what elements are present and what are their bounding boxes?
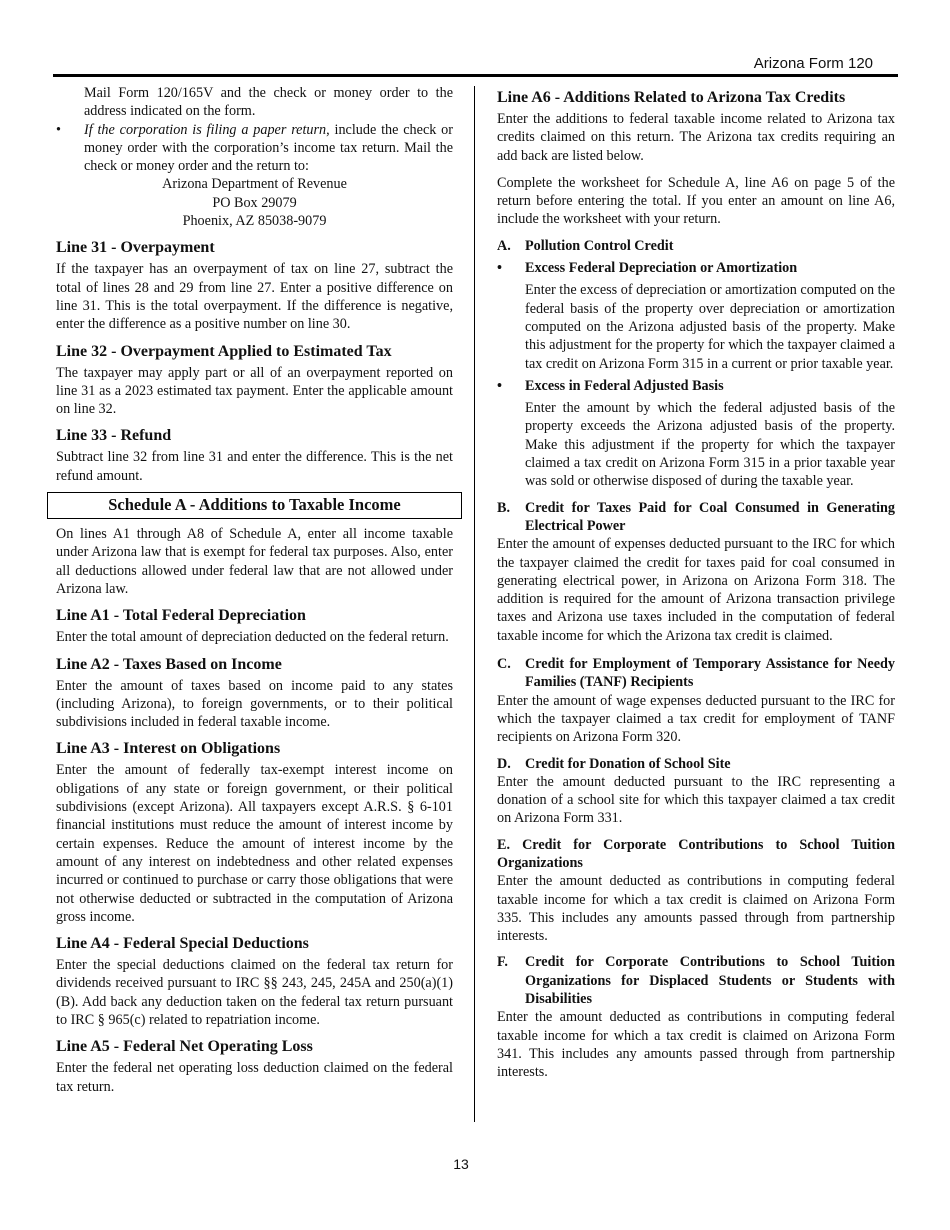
item-letter: A. [497, 237, 511, 254]
intro-continued: Mail Form 120/165V and the check or money order to the address indicated on the form. [84, 85, 453, 120]
item-e-heading: E. Credit for Corporate Contributions to School Tuition Organizations [497, 836, 895, 871]
line-a6-heading: Line A6 - Additions Related to Arizona Tax Credits [497, 89, 846, 106]
header-rule [53, 74, 898, 77]
excess-basis-text: Enter the amount by which the federal adjusted basis of the property exceeds the Arizona adjusted basis of the property. Make this adjustment if the property for which the taxpayer claimed a tax credit on Arizona Form 315 in a prior taxable year was sold or otherwise disposed of during the taxable year. [525, 400, 895, 490]
item-f-heading [497, 953, 895, 1008]
line-a6-worksheet-text: Complete the worksheet for Schedule A, line A6 on page 5 of the return before entering the total. If you enter an amount on line A6, include the worksheet with your return. [497, 174, 895, 228]
paper-return-text: , include the check or money order with the corporation’s income tax return. Mail the check or money order and the return to: [84, 121, 453, 175]
address-line: Phoenix, AZ 85038-9079 [182, 213, 327, 230]
line31-heading: Line 31 - Overpayment [56, 239, 215, 257]
schedule-a-text: On lines A1 through A8 of Schedule A, enter all income taxable under Arizona law that is exempt for federal tax purposes. Also, enter all deductions allowed under federal law that are not allowed under Arizona law. [56, 526, 453, 597]
item-title: Credit for Employment of Temporary Assistance for Needy Families (TANF) Recipients [525, 656, 895, 691]
item-a-heading [497, 237, 895, 255]
item-title: Credit for Taxes Paid for Coal Consumed in Generating Electrical Power [525, 499, 895, 534]
line-a2-heading: Line A2 - Taxes Based on Income [56, 655, 282, 673]
line33-text: Subtract line 32 from line 31 and enter the difference. This is the net refund amount. [56, 449, 453, 484]
item-d-heading [497, 755, 895, 773]
bullet-icon: • [497, 377, 502, 394]
excess-depreciation-heading [497, 259, 895, 277]
schedule-a-heading: Schedule A - Additions to Taxable Income [47, 492, 462, 519]
item-b-text: Enter the amount of expenses deducted pursuant to the IRC for which the taxpayer claimed the credit for taxes paid for coal consumed in generating electrical power, in Arizona on Arizona Form 318. The addition is required for the amount of Arizona transaction privilege taxes and Arizona use taxes included in the computation of federal taxable income for which the Arizona tax credit is claimed. [497, 536, 895, 644]
item-letter: B. [497, 499, 511, 516]
right-column [497, 84, 895, 1082]
item-title: Pollution Control Credit [525, 237, 674, 254]
line-a2-text: Enter the amount of taxes based on income paid to any states (including Arizona), to foreign governments, or to their political subdivisions included in federal taxable income. [56, 677, 453, 731]
line-a3-text: Enter the amount of federally tax-exempt interest income on obligations of any state or foreign government, or their political subdivisions (except Arizona). All taxpayers except A.R.S. § 6-101 financial institutions must reduce the amount of interest income by certain expenses. Reduce the amount of interest income by the amount of any interest on indebtedness and other related expenses incurred or continued to purchase or carry those obligations that were not otherwise deducted or subtracted in the computation of Arizona gross income. [56, 762, 453, 925]
item-f-text: Enter the amount deducted as contributions in computing federal taxable income for which a tax credit is claimed on Arizona Form 341. This includes any amounts passed through from partnership interests. [497, 1009, 895, 1081]
line33-heading: Line 33 - Refund [56, 427, 172, 445]
excess-depreciation-text: Enter the excess of depreciation or amortization computed on the federal basis of the property over depreciation or amortization computed on the Arizona adjusted basis of the property. Make this adjustment for the property for which the taxpayer claimed a tax credit on Arizona Form 315 in a current or prior taxable year. [525, 282, 895, 372]
mailing-address [56, 175, 453, 230]
line-a4-text: Enter the special deductions claimed on the federal tax return for dividends received pursuant to IRC §§ 243, 245, 245A and 250(a)(1)(B). Add back any deduction taken on the federal tax return pursuant to IRC § 965(c) related to repatriation income. [56, 957, 453, 1028]
line-a6-text: Enter the additions to federal taxable income related to Arizona tax credits claimed on this return. The Arizona tax credits requiring an add back are listed below. [497, 111, 895, 164]
bullet-title: Excess Federal Depreciation or Amortization [525, 260, 798, 277]
item-title: Credit for Corporate Contributions to School Tuition Organizations for Displaced Students or Students with Disabilities [525, 954, 895, 1008]
item-c-text: Enter the amount of wage expenses deducted pursuant to the IRC for which the taxpayer claimed a tax credit for employment of TANF recipients on Arizona Form 320. [497, 692, 895, 746]
form-name-header: Arizona Form 120 [753, 55, 873, 72]
column-divider [474, 86, 475, 1122]
paper-return-italic: If the corporation is filing a paper return [84, 121, 327, 138]
item-letter: D. [497, 755, 511, 772]
item-e-text: Enter the amount deducted as contributions in computing federal taxable income for which a tax credit is claimed on Arizona Form 335. This includes any amounts passed through from partnership interests. [497, 873, 895, 945]
line-a5-text: Enter the federal net operating loss deduction claimed on the federal tax return. [56, 1060, 453, 1095]
item-letter: C. [497, 656, 511, 673]
item-title: Credit for Donation of School Site [525, 755, 731, 772]
paper-return-bullet [56, 121, 453, 176]
left-column [56, 84, 453, 1096]
item-d-text: Enter the amount deducted pursuant to the IRC representing a donation of a school site for which this taxpayer claimed a tax credit on Arizona Form 331. [497, 773, 895, 827]
bullet-icon: • [497, 260, 502, 277]
line-a1-heading: Line A1 - Total Federal Depreciation [56, 607, 306, 625]
line-a5-heading: Line A5 - Federal Net Operating Loss [56, 1038, 313, 1056]
bullet-title: Excess in Federal Adjusted Basis [525, 377, 724, 394]
line-a4-heading: Line A4 - Federal Special Deductions [56, 935, 309, 953]
line-a1-text: Enter the total amount of depreciation deducted on the federal return. [56, 629, 449, 646]
item-letter: F. [497, 954, 508, 971]
line32-heading: Line 32 - Overpayment Applied to Estimated Tax [56, 342, 392, 360]
line31-text: If the taxpayer has an overpayment of tax on line 27, subtract the total of lines 28 and 29 from line 27. Enter a positive difference on line 31. This is the total overpayment. If the difference is negative, enter the difference as a positive number on line 30. [56, 261, 453, 333]
address-line: Arizona Department of Revenue [162, 176, 347, 193]
line-a3-heading: Line A3 - Interest on Obligations [56, 740, 281, 758]
bullet-icon: • [56, 121, 61, 138]
item-b-heading [497, 499, 895, 536]
item-c-heading [497, 655, 895, 692]
address-line: PO Box 29079 [212, 194, 297, 211]
line32-text: The taxpayer may apply part or all of an overpayment reported on line 31 as a 2023 estimated tax payment. Enter the applicable amount on line 32. [56, 364, 453, 418]
page-number: 13 [453, 1156, 469, 1172]
excess-basis-heading [497, 377, 895, 395]
